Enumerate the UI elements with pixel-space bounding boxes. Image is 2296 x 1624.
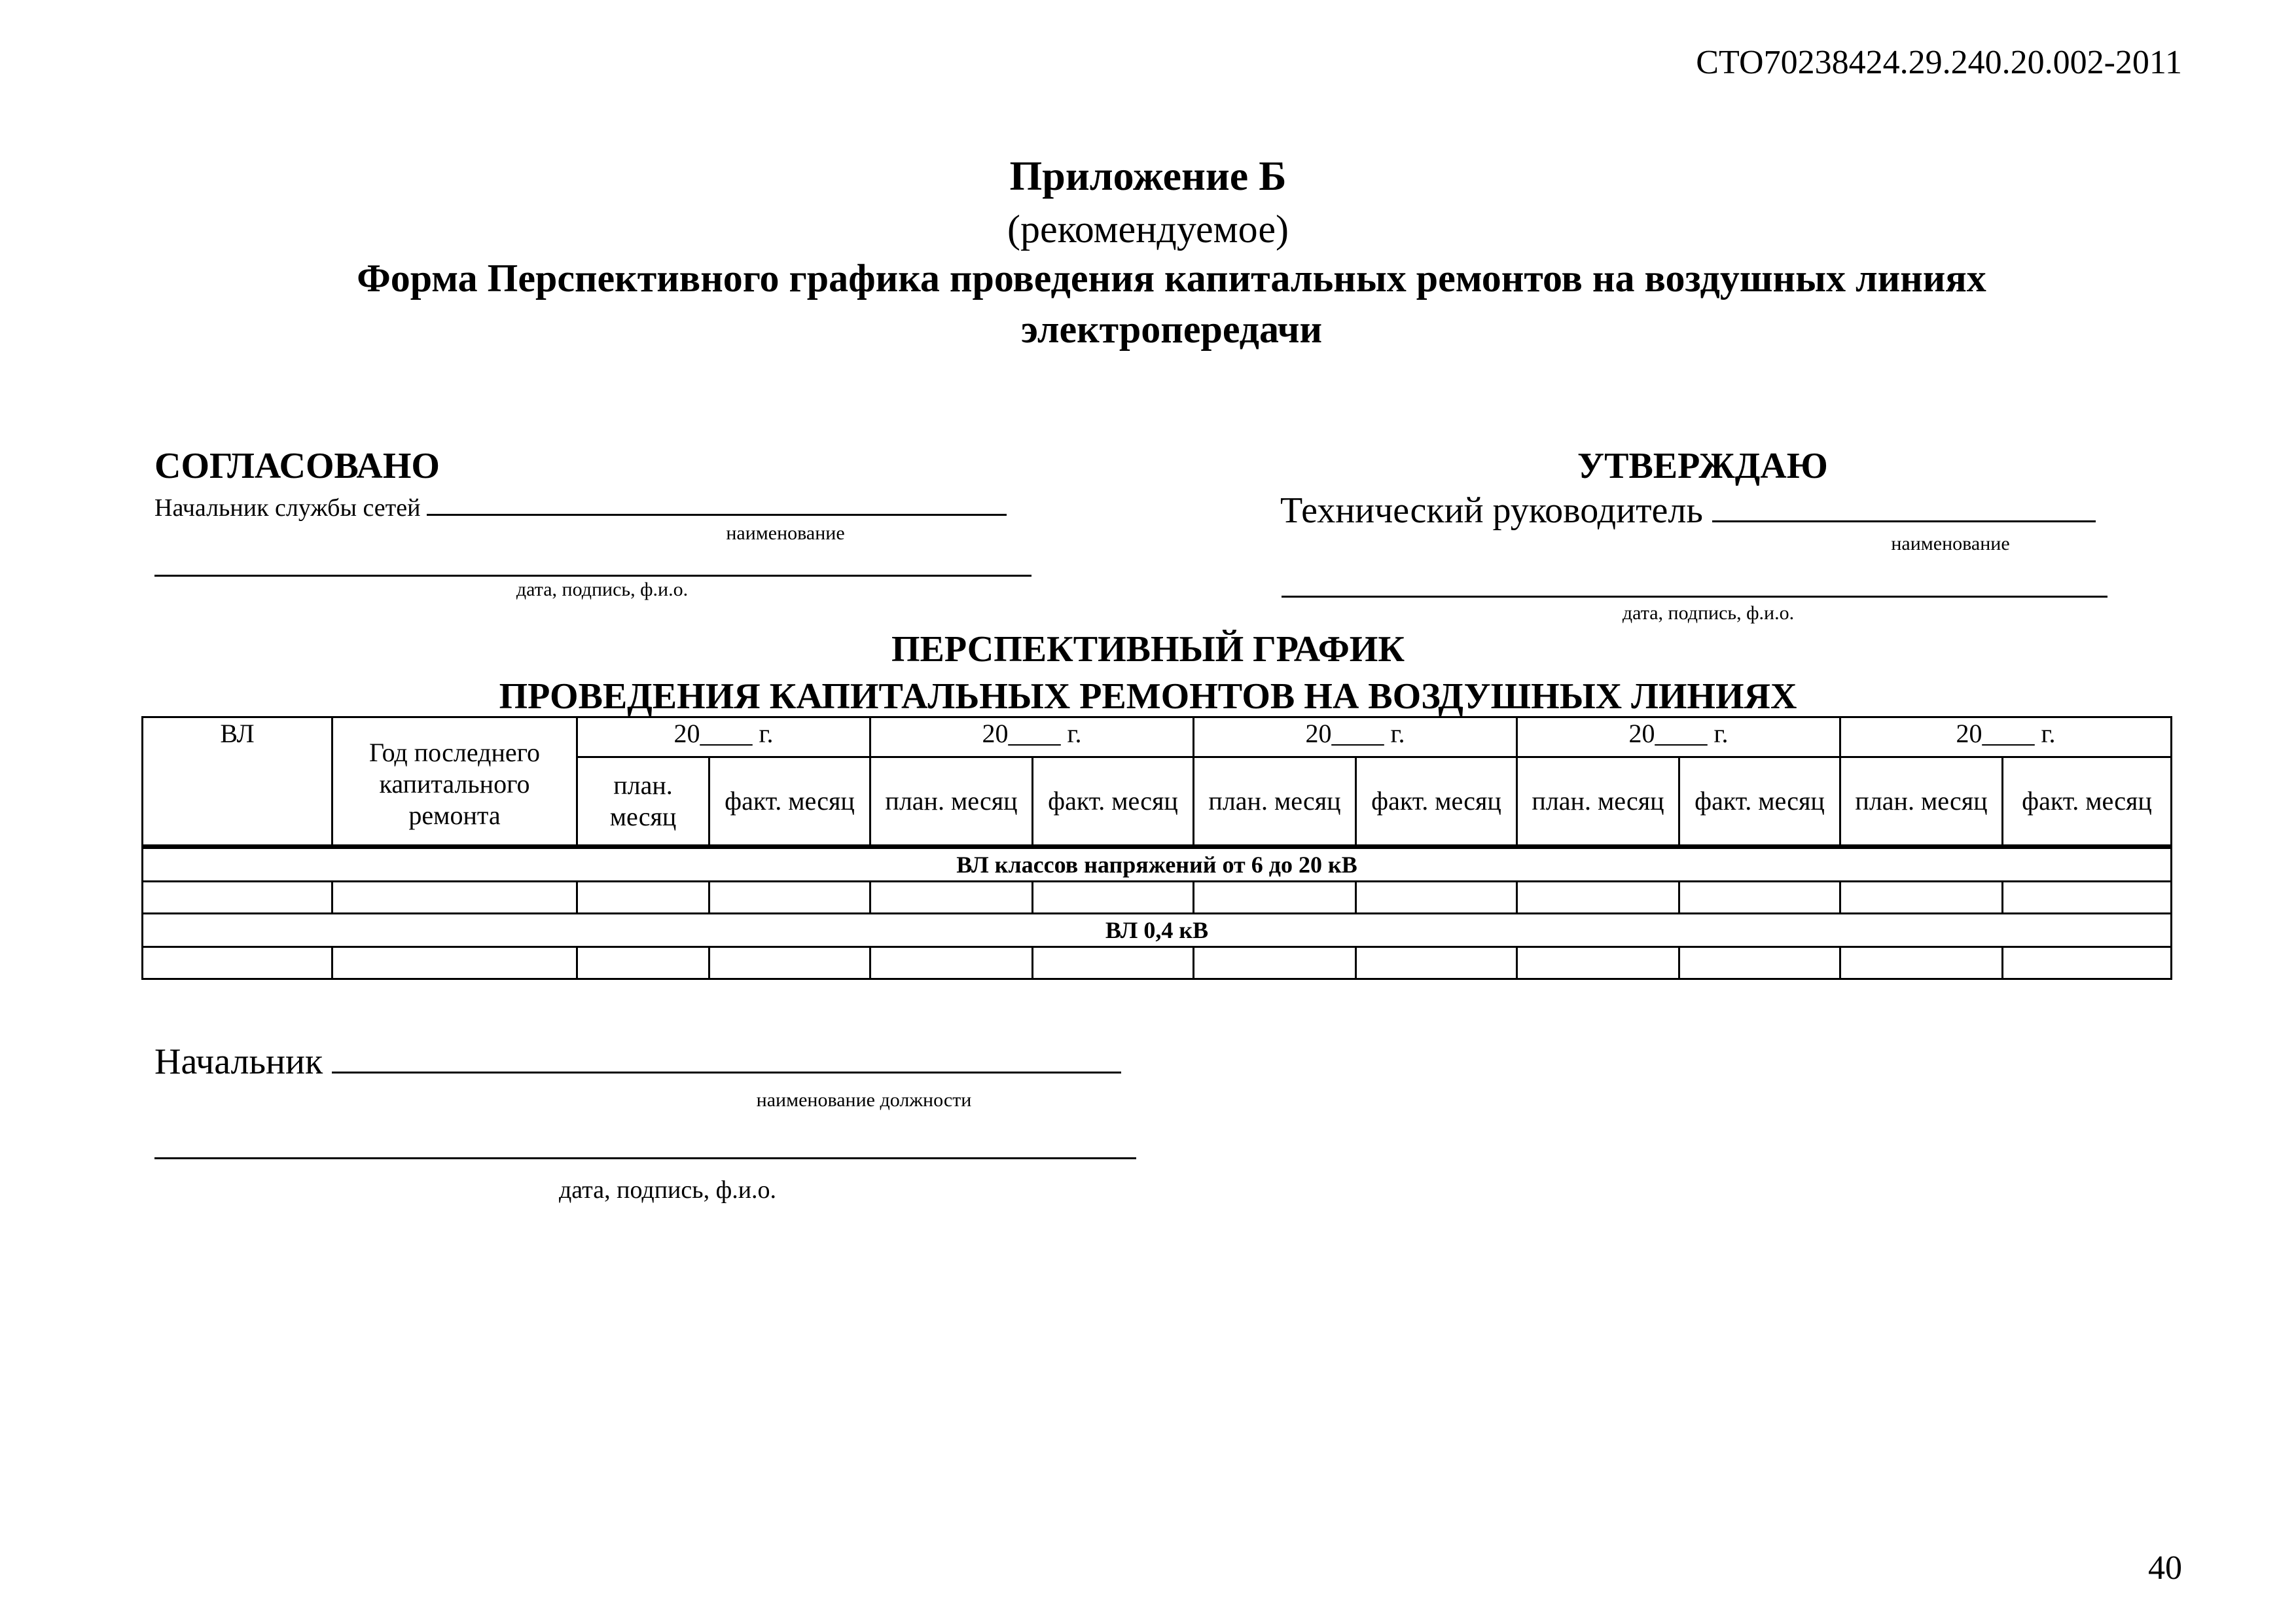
table-cell[interactable] bbox=[577, 882, 709, 914]
approved-position bbox=[154, 494, 1007, 522]
table-cell[interactable] bbox=[332, 882, 577, 914]
appendix-title: Приложение Б bbox=[1009, 153, 1287, 199]
table-cell[interactable] bbox=[2003, 947, 2172, 979]
header-year-3: 20____ г. bbox=[1194, 717, 1517, 757]
header-fact-month: факт. месяц bbox=[1356, 757, 1517, 847]
header-plan-month: план. месяц bbox=[1517, 757, 1679, 847]
table-cell[interactable] bbox=[1517, 947, 1679, 979]
table-cell[interactable] bbox=[1679, 947, 1840, 979]
header-year-4: 20____ г. bbox=[1517, 717, 1840, 757]
header-plan-month: план. месяц bbox=[577, 757, 709, 847]
header-last-repair: Год последнего капитального ремонта bbox=[332, 717, 577, 847]
header-plan-month: план. месяц bbox=[1840, 757, 2003, 847]
table-cell[interactable] bbox=[1679, 882, 1840, 914]
header-plan-month: план. месяц bbox=[1194, 757, 1356, 847]
confirm-sign-caption: дата, подпись, ф.и.о. bbox=[1622, 602, 1795, 624]
table-cell[interactable] bbox=[143, 947, 332, 979]
header-fact-month: факт. месяц bbox=[1033, 757, 1194, 847]
form-title: Форма Перспективного графика проведения капитальных ремонтов на воздушных линиях электропередачи bbox=[357, 257, 1986, 351]
footer-sign-line bbox=[154, 1157, 1136, 1159]
table-row bbox=[143, 947, 2172, 979]
appendix-subtitle: (рекомендуемое) bbox=[1007, 208, 1289, 251]
section-row-04kv: ВЛ 0,4 кВ bbox=[143, 914, 2172, 947]
table-cell[interactable] bbox=[1356, 882, 1517, 914]
approved-name-caption: наименование bbox=[726, 522, 845, 544]
table-cell[interactable] bbox=[1194, 947, 1356, 979]
footer-position-label: Начальник bbox=[154, 1041, 323, 1082]
page-number: 40 bbox=[2148, 1549, 2182, 1587]
table-cell[interactable] bbox=[1033, 947, 1194, 979]
approved-sign-line bbox=[154, 575, 1031, 577]
header-year-1: 20____ г. bbox=[577, 717, 870, 757]
table-cell[interactable] bbox=[332, 947, 577, 979]
confirm-title: УТВЕРЖДАЮ bbox=[1577, 446, 1828, 486]
approved-sign-caption: дата, подпись, ф.и.о. bbox=[516, 579, 689, 600]
confirm-position-label: Технический руководитель bbox=[1280, 490, 1703, 531]
table-cell[interactable] bbox=[1840, 947, 2003, 979]
table-cell[interactable] bbox=[1033, 882, 1194, 914]
footer-name-line bbox=[332, 1071, 1121, 1074]
table-cell[interactable] bbox=[577, 947, 709, 979]
approved-position-label: Начальник службы сетей bbox=[154, 494, 421, 522]
table-cell[interactable] bbox=[1517, 882, 1679, 914]
table-cell[interactable] bbox=[870, 947, 1033, 979]
schedule-title-line2: ПРОВЕДЕНИЯ КАПИТАЛЬНЫХ РЕМОНТОВ НА ВОЗДУШНЫХ ЛИНИЯХ bbox=[499, 676, 1797, 717]
confirm-name-line bbox=[1712, 520, 2096, 522]
header-fact-month: факт. месяц bbox=[1679, 757, 1840, 847]
table-cell[interactable] bbox=[1194, 882, 1356, 914]
schedule-table bbox=[141, 716, 2172, 980]
footer-position bbox=[154, 1041, 1121, 1083]
approved-name-line bbox=[427, 513, 1007, 516]
header-plan-month: план. месяц bbox=[870, 757, 1033, 847]
confirm-sign-line bbox=[1282, 596, 2108, 598]
schedule-title bbox=[0, 626, 2296, 720]
footer-sign-caption: дата, подпись, ф.и.о. bbox=[558, 1176, 777, 1204]
confirm-name-caption: наименование bbox=[1891, 533, 2010, 554]
table-cell[interactable] bbox=[1356, 947, 1517, 979]
header-year-5: 20____ г. bbox=[1840, 717, 2172, 757]
table-cell[interactable] bbox=[870, 882, 1033, 914]
table-cell[interactable] bbox=[143, 882, 332, 914]
header-fact-month: факт. месяц bbox=[2003, 757, 2172, 847]
table-cell[interactable] bbox=[1840, 882, 2003, 914]
header-vl: ВЛ bbox=[143, 717, 332, 847]
confirm-position bbox=[1280, 490, 2096, 532]
approved-title: СОГЛАСОВАНО bbox=[154, 446, 440, 486]
footer-name-caption: наименование должности bbox=[756, 1089, 972, 1111]
table-cell[interactable] bbox=[709, 882, 870, 914]
document-code: СТО70238424.29.240.20.002-2011 bbox=[1696, 44, 2182, 81]
table-cell[interactable] bbox=[2003, 882, 2172, 914]
section-row-6-20kv: ВЛ классов напряжений от 6 до 20 кВ bbox=[143, 847, 2172, 882]
table-row bbox=[143, 882, 2172, 914]
schedule-title-line1: ПЕРСПЕКТИВНЫЙ ГРАФИК bbox=[891, 629, 1405, 670]
header-fact-month: факт. месяц bbox=[709, 757, 870, 847]
header-year-2: 20____ г. bbox=[870, 717, 1194, 757]
table-cell[interactable] bbox=[709, 947, 870, 979]
